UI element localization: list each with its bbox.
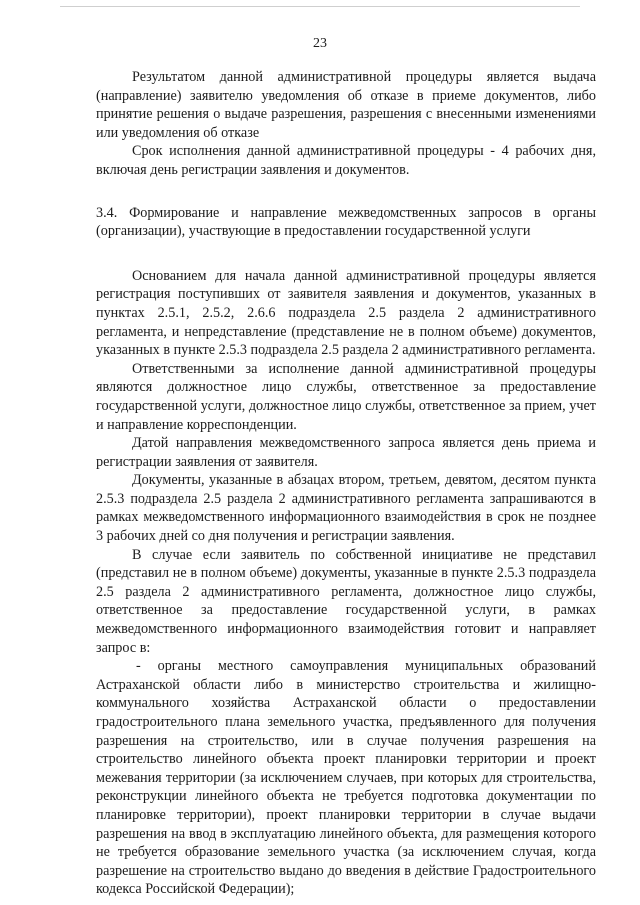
paragraph-request-date: Датой направления межведомственного запроса является день приема и регистрации заявления от заявителя. bbox=[96, 435, 596, 470]
section-heading: 3.4. Формирование и направление межведомственных запросов в органы (организации), участвующие в предоставлении государственной услуги bbox=[96, 204, 596, 240]
page-number: 23 bbox=[313, 36, 327, 51]
paragraph-responsible: Ответственными за исполнение данной административной процедуры являются должностное лицо службы, ответственное за предоставление государственной услуги, должностное лицо службы, ответственное за прием, учет и направление корреспонденции. bbox=[96, 360, 596, 433]
scan-edge-line bbox=[60, 6, 580, 7]
list-item-municipal-bodies: - органы местного самоуправления муниципальных образований Астраханской области либо в министерство строительства и жилищно-коммунального хозяйства Астраханской области о предоставлении градостроительного плана земельного участка, предъявленного для получения разрешения на строительство, или в случае получения разрешения на строительство линейного объекта проект планировки территории и проект межевания территории (за исключением случаев, при которых для строительства, реконструкции линейного объекта не требуется подготовка документации по планировке территории), проект планировки территории в случае выдачи разрешения на ввод в эксплуатацию линейного объекта, для размещения которого не требуется образование земельного участка (за исключением случая, когда разрешение на строительство выдано до введения в действие Градостроительного кодекса Российской Федерации); bbox=[96, 658, 596, 898]
paragraph-result: Результатом данной административной процедуры является выдача (направление) заявителю уведомления об отказе в приеме документов, либо принятие решения о выдаче разрешения, разрешения с внесенными изменениями или уведомления об отказе bbox=[96, 69, 596, 141]
paragraph-basis: Основанием для начала данной административной процедуры является регистрация поступивших от заявителя заявления и документов, указанных в пунктах 2.5.1, 2.5.2, 2.6.6 подраздела 2.5 раздела 2 административного регламента, и непредставление (представление не в полном объеме) документов, указанных в пункте 2.5.3 подраздела 2.5 раздела 2 административного регламента. bbox=[96, 267, 596, 359]
document-body bbox=[96, 68, 596, 899]
paragraph-deadline: Срок исполнения данной административной процедуры - 4 рабочих дня, включая день регистрации заявления и документов. bbox=[96, 143, 596, 178]
paragraph-case: В случае если заявитель по собственной инициативе не представил (представил не в полном объеме) документы, указанные в пункте 2.5.3 подраздела 2.5 раздела 2 административного регламента, должностное лицо службы, ответственное за предоставление государственной услуги, в рамках межведомственного информационного взаимодействия готовит и направляет запрос в: bbox=[96, 546, 596, 656]
paragraph-documents: Документы, указанные в абзацах втором, третьем, девятом, десятом пункта 2.5.3 подраздела 2.5 раздела 2 административного регламента запрашиваются в рамках межведомственного информационного взаимодействия в срок не позднее 3 рабочих дней со дня получения и регистрации заявления. bbox=[96, 472, 596, 545]
